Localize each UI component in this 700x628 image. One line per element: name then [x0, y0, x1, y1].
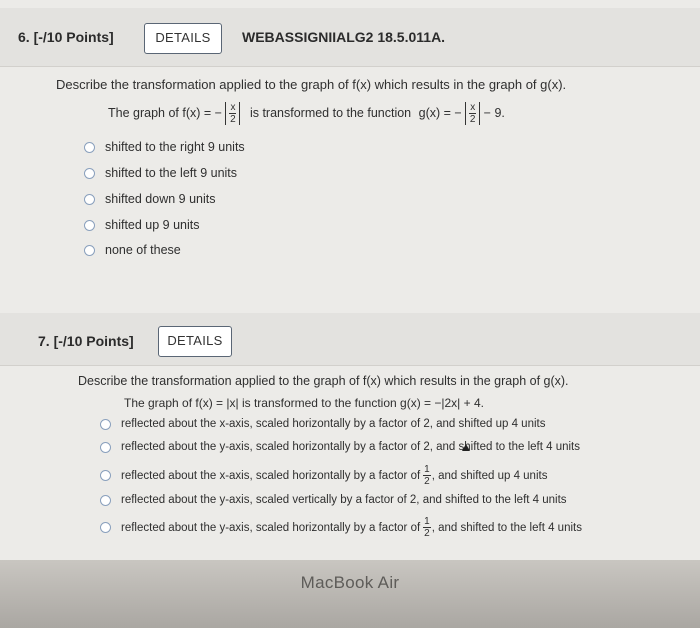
g-abs-fraction: [465, 102, 480, 125]
q6-option-label: shifted down 9 units: [105, 192, 216, 206]
q7-option-label: reflected about the y-axis, scaled horizontally by a factor of 2, and shifted to the left 4 units: [121, 441, 580, 453]
radio-icon[interactable]: [84, 168, 95, 179]
radio-icon[interactable]: [100, 470, 111, 481]
q6-option-4[interactable]: [84, 218, 200, 232]
q6-option-label: none of these: [105, 243, 181, 257]
question-6-header: [0, 8, 700, 67]
frac-num: 1: [424, 464, 430, 475]
frac-den: 2: [424, 528, 430, 539]
laptop-brand-label: MacBook Air: [300, 573, 400, 592]
radio-icon[interactable]: [84, 220, 95, 231]
radio-icon[interactable]: [100, 522, 111, 533]
q7-option-label: reflected about the x-axis, scaled horizontally by a factor of: [121, 469, 421, 482]
q7-option-label: reflected about the y-axis, scaled vertically by a factor of 2, and shifted to the left 4 units: [121, 494, 567, 506]
transformed-text: is transformed to the function: [249, 105, 412, 120]
q7-option-2[interactable]: [100, 441, 580, 453]
question-7-details-button[interactable]: DETAILS: [158, 326, 232, 357]
radio-icon[interactable]: [84, 194, 95, 205]
frac-num: 1: [424, 516, 430, 527]
radio-icon[interactable]: [100, 495, 111, 506]
q7-option-5-suffix: , and shifted to the left 4 units: [431, 521, 582, 534]
question-6-code: WEBASSIGNIIALG2 18.5.011A.: [242, 29, 446, 45]
question-6-number: 6. [-/10 Points]: [18, 29, 114, 45]
q6-option-3[interactable]: [84, 192, 216, 206]
question-7-function-line: The graph of f(x) = |x| is transformed to the function g(x) = −|2x| + 4.: [124, 396, 484, 410]
frac-den: 2: [424, 476, 430, 487]
question-7-number: 7. [-/10 Points]: [38, 333, 134, 349]
question-6-function-line: [108, 102, 505, 125]
q7-option-5-fraction: [423, 516, 431, 539]
q6-option-label: shifted up 9 units: [105, 218, 200, 232]
g-frac-num: x: [470, 102, 476, 113]
q6-option-2[interactable]: [84, 166, 237, 180]
g-suffix: − 9.: [483, 105, 505, 120]
radio-icon[interactable]: [100, 442, 111, 453]
q7-option-3-suffix: , and shifted up 4 units: [431, 469, 548, 482]
f-frac-den: 2: [230, 114, 236, 125]
radio-icon[interactable]: [100, 419, 111, 430]
q6-option-label: shifted to the right 9 units: [105, 140, 245, 154]
question-6-prompt: Describe the transformation applied to the graph of f(x) which results in the graph of g(x).: [56, 77, 567, 92]
f-frac-num: x: [230, 102, 236, 113]
g-frac-den: 2: [469, 114, 476, 125]
q6-option-label: shifted to the left 9 units: [105, 166, 238, 180]
question-7-prompt: Describe the transformation applied to the graph of f(x) which results in the graph of g(x).: [78, 374, 569, 388]
f-abs-fraction: [225, 102, 240, 125]
q7-option-5[interactable]: [100, 516, 582, 539]
q7-option-4[interactable]: [100, 494, 567, 506]
f-function-label: f(x) = −: [182, 105, 222, 120]
q6-option-5[interactable]: [84, 243, 181, 257]
question-7-header: [0, 313, 700, 366]
q7-option-3-fraction: [423, 464, 431, 487]
q7-option-1[interactable]: [100, 418, 545, 430]
question-6-details-button[interactable]: DETAILS: [144, 23, 222, 54]
radio-icon[interactable]: [84, 245, 95, 256]
q7-option-label: reflected about the x-axis, scaled horizontally by a factor of 2, and shifted up 4 units: [121, 418, 546, 430]
mouse-cursor-icon: [462, 444, 470, 451]
q7-option-3[interactable]: [100, 464, 547, 487]
g-function-label: g(x) = −: [418, 105, 462, 120]
graph-of-text: The graph of: [108, 105, 179, 120]
laptop-bezel: [0, 560, 700, 628]
q7-option-label: reflected about the y-axis, scaled horizontally by a factor of: [121, 521, 421, 534]
q6-option-1[interactable]: [84, 140, 245, 154]
radio-icon[interactable]: [84, 142, 95, 153]
